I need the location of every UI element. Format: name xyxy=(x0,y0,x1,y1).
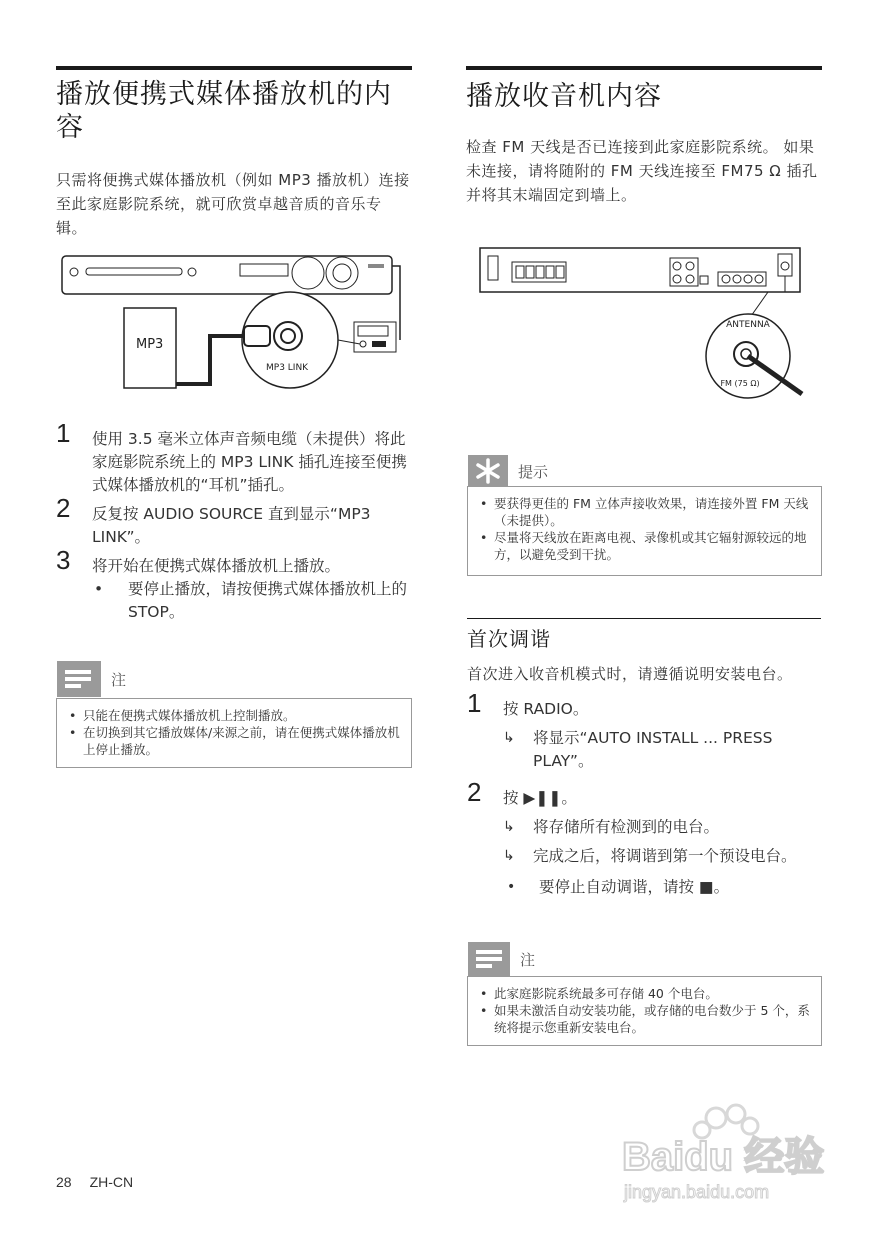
result-arrow: ↳ 将存储所有检测到的电台。 xyxy=(503,816,821,839)
arrow-icon: ↳ xyxy=(503,848,515,864)
step-item xyxy=(56,418,412,497)
step-text: 按 ▶❚❚。 xyxy=(503,789,577,807)
step-item xyxy=(56,545,412,578)
note-header xyxy=(468,941,535,977)
tip-label: 提示 xyxy=(518,462,549,481)
stop-bullet: • 要停止自动调谐，请按 ■。 xyxy=(503,876,821,899)
asterisk-icon xyxy=(468,455,508,487)
note-label: 注 xyxy=(520,950,536,969)
note-header xyxy=(57,661,126,697)
tip-item: • 尽量将天线放在距离电视、录像机或其它辐射源较远的地方，以避免受到干扰。 xyxy=(480,530,807,562)
arrow-icon: ↳ xyxy=(503,819,515,835)
note-box xyxy=(467,950,822,1046)
subsection-title: 首次调谐 xyxy=(467,627,551,651)
note-icon xyxy=(468,942,510,976)
watermark-line2: jingyan.baidu.com xyxy=(624,1182,770,1202)
mp3-connection-figure xyxy=(60,248,410,398)
antenna-label: ANTENNA xyxy=(726,320,770,330)
page-number: 28 xyxy=(56,1174,72,1190)
step-item xyxy=(467,688,821,773)
section-title: 播放便携式媒体播放机的内容 xyxy=(56,79,392,143)
subsection-rule xyxy=(467,618,821,619)
step-number: 1 xyxy=(56,418,71,448)
note-body xyxy=(57,699,411,766)
language-code: ZH-CN xyxy=(89,1174,134,1190)
intro-paragraph: 只需将便携式媒体播放机（例如 MP3 播放机）连接至此家庭影院系统，就可欣赏卓越音质的音乐专辑。 xyxy=(56,171,410,237)
step-number: 2 xyxy=(56,493,71,523)
result-arrow: ↳ 将显示“AUTO INSTALL ... PRESS PLAY”。 xyxy=(503,729,773,770)
subsection-intro: 首次进入收音机模式时，请遵循说明安装电台。 xyxy=(467,665,793,683)
result-arrow: ↳ 完成之后，将调谐到第一个预设电台。 xyxy=(503,845,821,868)
note-body xyxy=(468,977,821,1044)
step-item xyxy=(56,493,412,549)
watermark-line1: Baidu 经验 xyxy=(622,1135,825,1179)
tip-header xyxy=(468,453,548,489)
note-item: • 此家庭影院系统最多可存储 40 个电台。 xyxy=(480,986,718,1001)
tip-body xyxy=(468,487,821,571)
note-item: • 如果未激活自动安装功能，或存储的电台数少于 5 个，系统将提示您重新安装电台。 xyxy=(480,1003,810,1035)
baidu-watermark-logo xyxy=(616,1100,826,1210)
fm-label: FM (75 Ω) xyxy=(720,379,760,388)
tip-box xyxy=(467,462,822,576)
device-label: MP3 xyxy=(136,337,164,352)
section-rule xyxy=(466,66,822,70)
left-column xyxy=(56,66,412,240)
note-item: • 只能在便携式媒体播放机上控制播放。 xyxy=(69,708,296,723)
step-item xyxy=(467,777,821,899)
step-text: 将开始在便携式媒体播放机上播放。 xyxy=(92,557,341,575)
bullet-mark: • xyxy=(94,580,104,598)
note-item: • 在切换到其它播放媒体/来源之前，请在便携式媒体播放机上停止播放。 xyxy=(69,725,400,757)
steps-list xyxy=(56,418,412,624)
bullet-text: 要停止播放，请按便携式媒体播放机上的 STOP。 xyxy=(128,580,408,621)
tip-item: • 要获得更佳的 FM 立体声接收效果，请连接外置 FM 天线（未提供）。 xyxy=(480,496,809,528)
step-text: 反复按 AUDIO SOURCE 直到显示“MP3 LINK”。 xyxy=(92,505,371,546)
bullet-mark: • xyxy=(507,879,516,895)
section-title: 播放收音机内容 xyxy=(466,81,662,112)
note-label: 注 xyxy=(111,670,127,689)
section-rule xyxy=(56,66,412,70)
right-column xyxy=(466,66,822,207)
page-footer xyxy=(56,1174,133,1190)
port-label: MP3 LINK xyxy=(266,363,309,373)
antenna-connection-figure xyxy=(478,244,818,414)
note-box xyxy=(56,670,412,768)
sub-bullet xyxy=(56,578,412,624)
step-number: 3 xyxy=(56,545,71,575)
intro-paragraph: 检查 FM 天线是否已连接到此家庭影院系统。 如果未连接，请将随附的 FM 天线连接至 FM75 Ω 插孔并将其末端固定到墙上。 xyxy=(466,138,818,204)
arrow-icon: ↳ xyxy=(503,730,515,746)
first-tuning-section xyxy=(467,618,821,899)
step-number: 1 xyxy=(467,688,482,718)
step-text: 使用 3.5 毫米立体声音频电缆（未提供）将此家庭影院系统上的 MP3 LINK 插孔连接至便携式媒体播放机的“耳机”插孔。 xyxy=(92,430,407,494)
step-text: 按 RADIO。 xyxy=(503,700,589,718)
note-icon xyxy=(57,661,101,697)
step-number: 2 xyxy=(467,777,482,807)
